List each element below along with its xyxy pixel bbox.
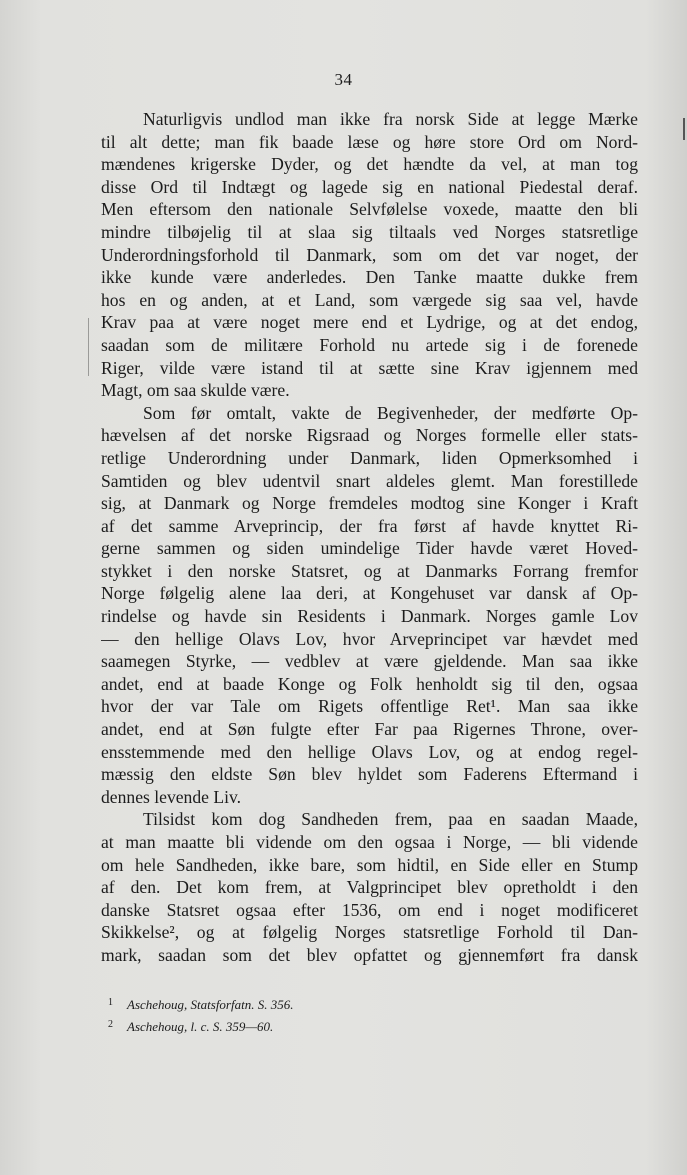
text-line: af det samme Arveprincip, der fra først af havde knyttet Ri-: [101, 515, 638, 536]
margin-pencil-mark: [88, 318, 89, 376]
text-line: Tilsidst kom dog Sandheden frem, paa en saadan Maade,: [143, 809, 638, 830]
text-line: mæssig den eldste Søn blev hyldet som Faderens Eftermand i: [101, 764, 638, 785]
footnotes: [108, 993, 293, 1037]
text-line: disse Ord til Indtægt og lagede sig en national Piedestal deraf.: [101, 176, 638, 197]
text-line: stykket i den norske Statsret, og at Danmarks Forrang fremfor: [101, 560, 638, 581]
text-line: Som før omtalt, vakte de Begivenheder, der medførte Op-: [143, 402, 638, 423]
text-line: til alt dette; man fik baade læse og høre store Ord om Nord-: [101, 131, 638, 152]
text-line: Riger, vilde være istand til at sætte sine Krav igjennem med: [101, 357, 638, 378]
text-line: ikke kunde være anderledes. Den Tanke maatte dukke frem: [101, 267, 638, 288]
text-line: retlige Underordning under Danmark, liden Opmerksomhed i: [101, 447, 638, 468]
text-line: dennes levende Liv.: [101, 786, 242, 807]
text-line: gerne sammen og siden umindelige Tider havde været Hoved-: [101, 538, 638, 559]
footnote-text: Aschehoug, l. c. S. 359—60.: [127, 1019, 274, 1034]
text-line: danske Statsret ogsaa efter 1536, om end i noget modificeret: [101, 899, 638, 920]
text-line: rindelse og havde sin Residents i Danmark. Norges gamle Lov: [101, 606, 638, 627]
text-line: Norge følgelig alene laa deri, at Kongehuset var dansk af Op-: [101, 583, 638, 604]
text-line: ensstemmende med den hellige Olavs Lov, og at endog regel-: [101, 741, 638, 762]
text-line: mindre tilbøjelig til at slaa sig tiltaals ved Norges statsretlige: [101, 221, 638, 242]
edge-mark: [683, 118, 685, 140]
footnote-mark: 1: [108, 997, 113, 1008]
text-line: sig, at Danmark og Norge fremdeles modtog sine Konger i Kraft: [101, 493, 638, 514]
text-line: hos en og anden, at et Land, som værgede sig saa vel, havde: [101, 289, 638, 310]
body-text: [101, 108, 638, 967]
text-line: Naturligvis undlod man ikke fra norsk Side at legge Mærke: [143, 109, 638, 129]
text-line: om hele Sandheden, ikke bare, som hidtil, en Side eller en Stump: [101, 854, 638, 875]
text-line: hævelsen af det norske Rigsraad og Norges formelle eller stats-: [101, 425, 638, 446]
page-number: 34: [334, 70, 353, 89]
text-line: Underordningsforhold til Danmark, som om det var noget, der: [101, 244, 638, 265]
text-line: Skikkelse², og at følgelig Norges statsretlige Forhold til Dan-: [101, 922, 638, 943]
text-line: — den hellige Olavs Lov, hvor Arveprincipet var hævdet med: [101, 628, 638, 649]
text-line: Magt, om saa skulde være.: [101, 380, 290, 401]
footnote: [108, 993, 293, 1015]
text-line: af den. Det kom frem, at Valgprincipet blev opretholdt i den: [101, 877, 638, 898]
text-line: mændenes krigerske Dyder, og det hændte da vel, at man tog: [101, 154, 638, 175]
text-line: Men eftersom den nationale Selvfølelse voxede, maatte den bli: [101, 199, 638, 220]
text-line: mark, saadan som det blev opfattet og gjennemført fra dansk: [101, 944, 638, 965]
text-line: hvor der var Tale om Rigets offentlige Ret¹. Man saa ikke: [101, 696, 638, 717]
text-line: saamegen Styrke, — vedblev at være gjeldende. Man saa ikke: [101, 651, 638, 672]
text-line: andet, end at baade Konge og Folk henholdt sig til den, ogsaa: [101, 673, 638, 694]
text-line: at man maatte bli vidende om den ogsaa i Norge, — bli vidende: [101, 832, 638, 852]
text-line: Samtiden og blev udentvil snart aldeles glemt. Man forestillede: [101, 470, 638, 491]
footnote-text: Aschehoug, Statsforfatn. S. 356.: [127, 997, 294, 1012]
text-line: andet, end at Søn fulgte efter Far paa Rigernes Throne, over-: [101, 719, 638, 740]
footnote: [108, 1015, 293, 1037]
text-line: Krav paa at være noget mere end et Lydrige, og at det endog,: [101, 312, 638, 333]
footnote-mark: 2: [108, 1019, 113, 1030]
text-line: saadan som de militære Forhold nu artede sig i de forenede: [101, 334, 638, 355]
